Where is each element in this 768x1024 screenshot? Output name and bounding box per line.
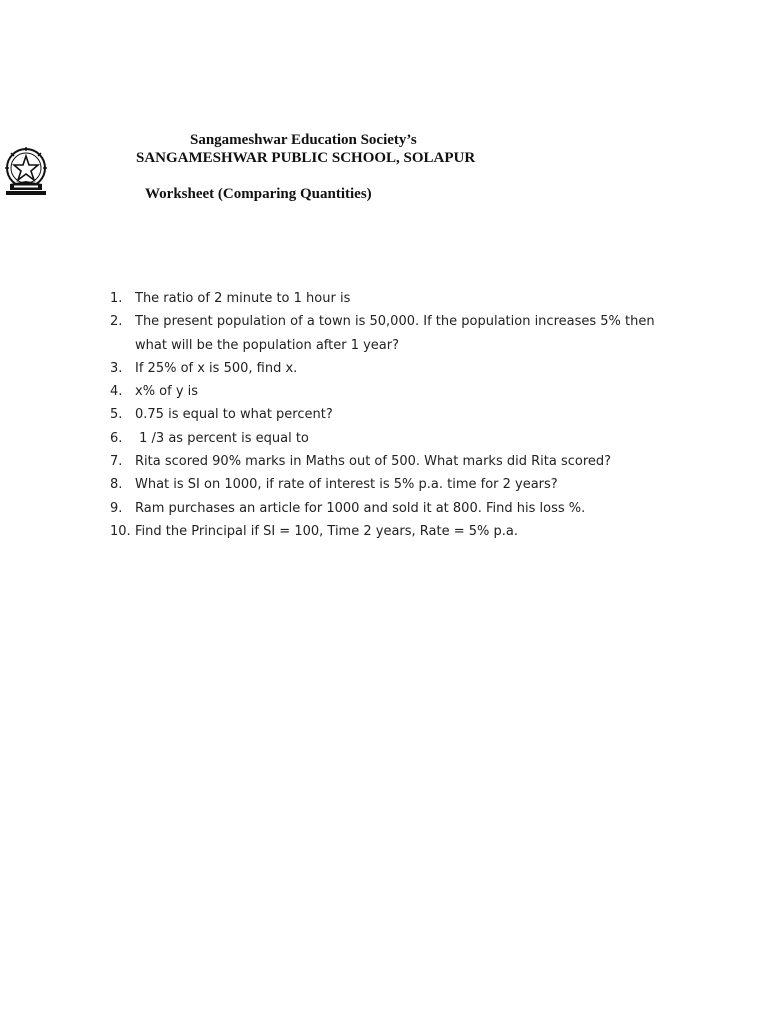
question-number: 1. [110,291,123,306]
question-number: 8. [110,477,123,493]
question-item [110,427,670,450]
school-name: SANGAMESHWAR PUBLIC SCHOOL, SOLAPUR [136,150,476,166]
question-item [110,520,670,543]
question-number: 9. [110,500,123,516]
society-name: Sangameshwar Education Society’s [190,132,417,148]
question-text: What is SI on 1000, if rate of interest is 5% p.a. time for 2 years? [135,477,558,493]
question-item [110,473,670,496]
question-number: 6. [110,430,123,446]
question-text: If 25% of x is 500, find x. [135,360,298,376]
question-number: 4. [110,384,123,400]
question-text: The ratio of 2 minute to 1 hour is [135,291,351,306]
question-text: Find the Principal if SI = 100, Time 2 years, Rate = 5% p.a. [135,523,518,539]
worksheet-title: Worksheet (Comparing Quantities) [145,186,372,202]
question-list [110,287,670,543]
question-text: The present population of a town is 50,000. If the population increases 5% then what will be the population after 1 year? [135,314,659,353]
question-number: 2. [110,314,123,330]
question-item [110,287,670,310]
question-number: 10. [110,523,131,539]
question-item [110,357,670,380]
question-text: Rita scored 90% marks in Maths out of 500. What marks did Rita scored? [135,454,612,470]
question-item [110,403,670,426]
question-text: Ram purchases an article for 1000 and sold it at 800. Find his loss %. [135,500,586,516]
question-text: x% of y is [135,384,199,400]
question-number: 7. [110,454,123,470]
question-item [110,310,670,357]
question-item [110,450,670,473]
question-item [110,380,670,403]
school-emblem-star-icon [2,146,50,198]
question-item [110,497,670,520]
question-text: 0.75 is equal to what percent? [135,407,333,423]
question-number: 5. [110,407,123,423]
question-text: 1 /3 as percent is equal to [135,430,309,446]
question-number: 3. [110,360,123,376]
